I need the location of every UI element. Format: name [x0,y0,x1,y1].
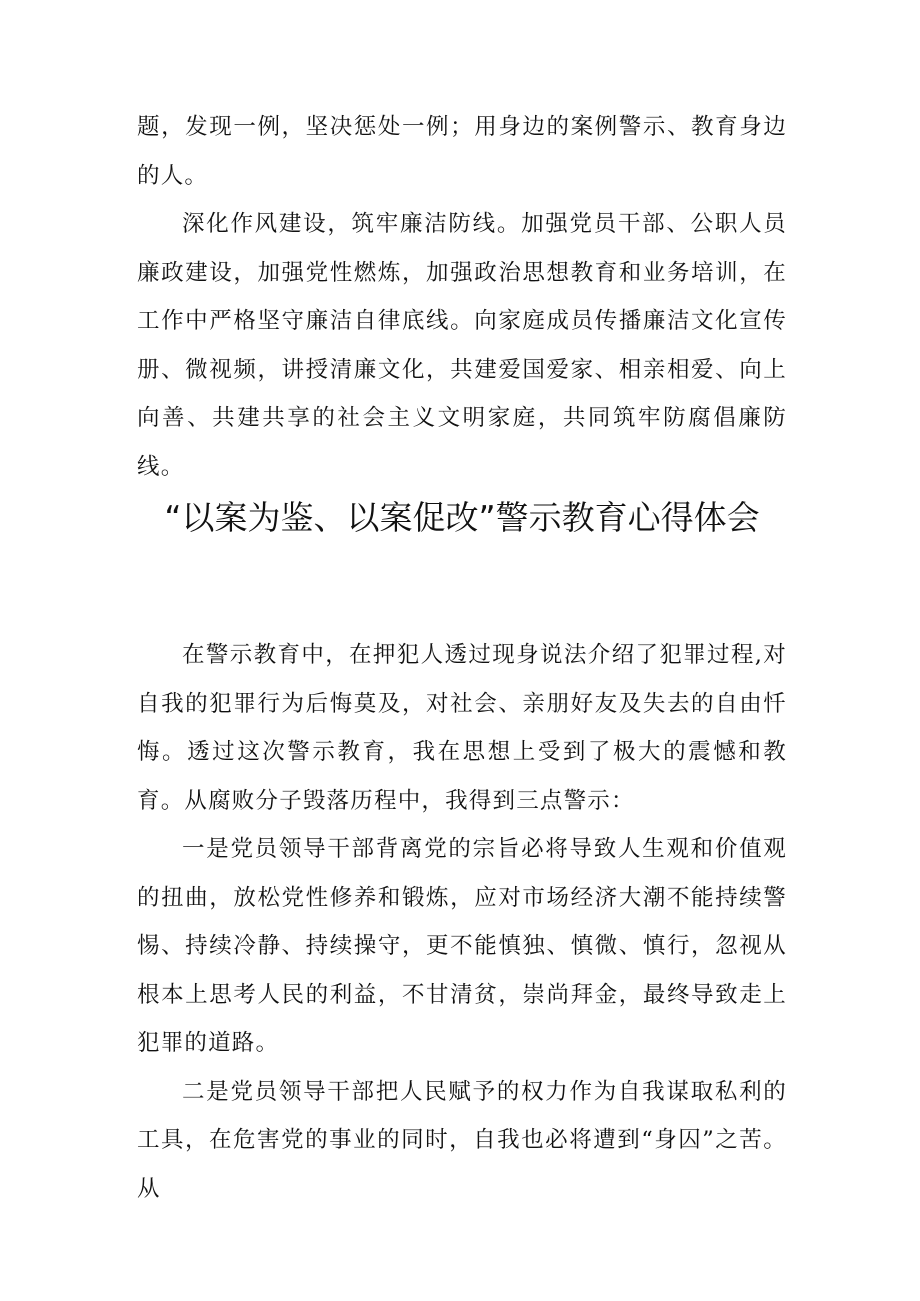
paragraph: 深化作风建设，筑牢廉洁防线。加强党员干部、公职人员廉政建设，加强党性燃炼，加强政治思想教育和业务培训，在工作中严格坚守廉洁自律底线。向家庭成员传播廉洁文化宣传册、微视频，讲授清廉文化，共建爱国爱家、相亲相爱、向上向善、共建共享的社会主义文明家庭，共同筑牢防腐倡廉防线。 [137,211,787,480]
paragraph: 在警示教育中，在押犯人透过现身说法介绍了犯罪过程,对自我的犯罪行为后悔莫及，对社会、亲朋好友及失去的自由忏悔。透过这次警示教育，我在思想上受到了极大的震憾和教育。从腐败分子毁落历程中，我得到三点警示： [137,642,787,814]
paragraph: 一是党员领导干部背离党的宗旨必将导致人生观和价值观的扭曲，放松党性修养和锻炼，应对市场经济大潮不能持续警惕、持续冷静、持续操守，更不能慎独、慎微、慎行，忽视从根本上思考人民的利益，不甘清贫，崇尚拜金，最终导致走上犯罪的道路。 [137,836,787,1056]
paragraph: 二是党员领导干部把人民赋予的权力作为自我谋取私利的工具，在危害党的事业的同时，自我也必将遭到“身囚”之苦。从 [137,1078,787,1202]
article-body [137,631,787,1213]
continuation-text [137,103,787,491]
paragraph: 题，发现一例，坚决惩处一例；用身边的案例警示、教育身边的人。 [137,114,787,189]
article-title: “以案为鉴、以案促改”警示教育心得体会 [164,498,760,537]
